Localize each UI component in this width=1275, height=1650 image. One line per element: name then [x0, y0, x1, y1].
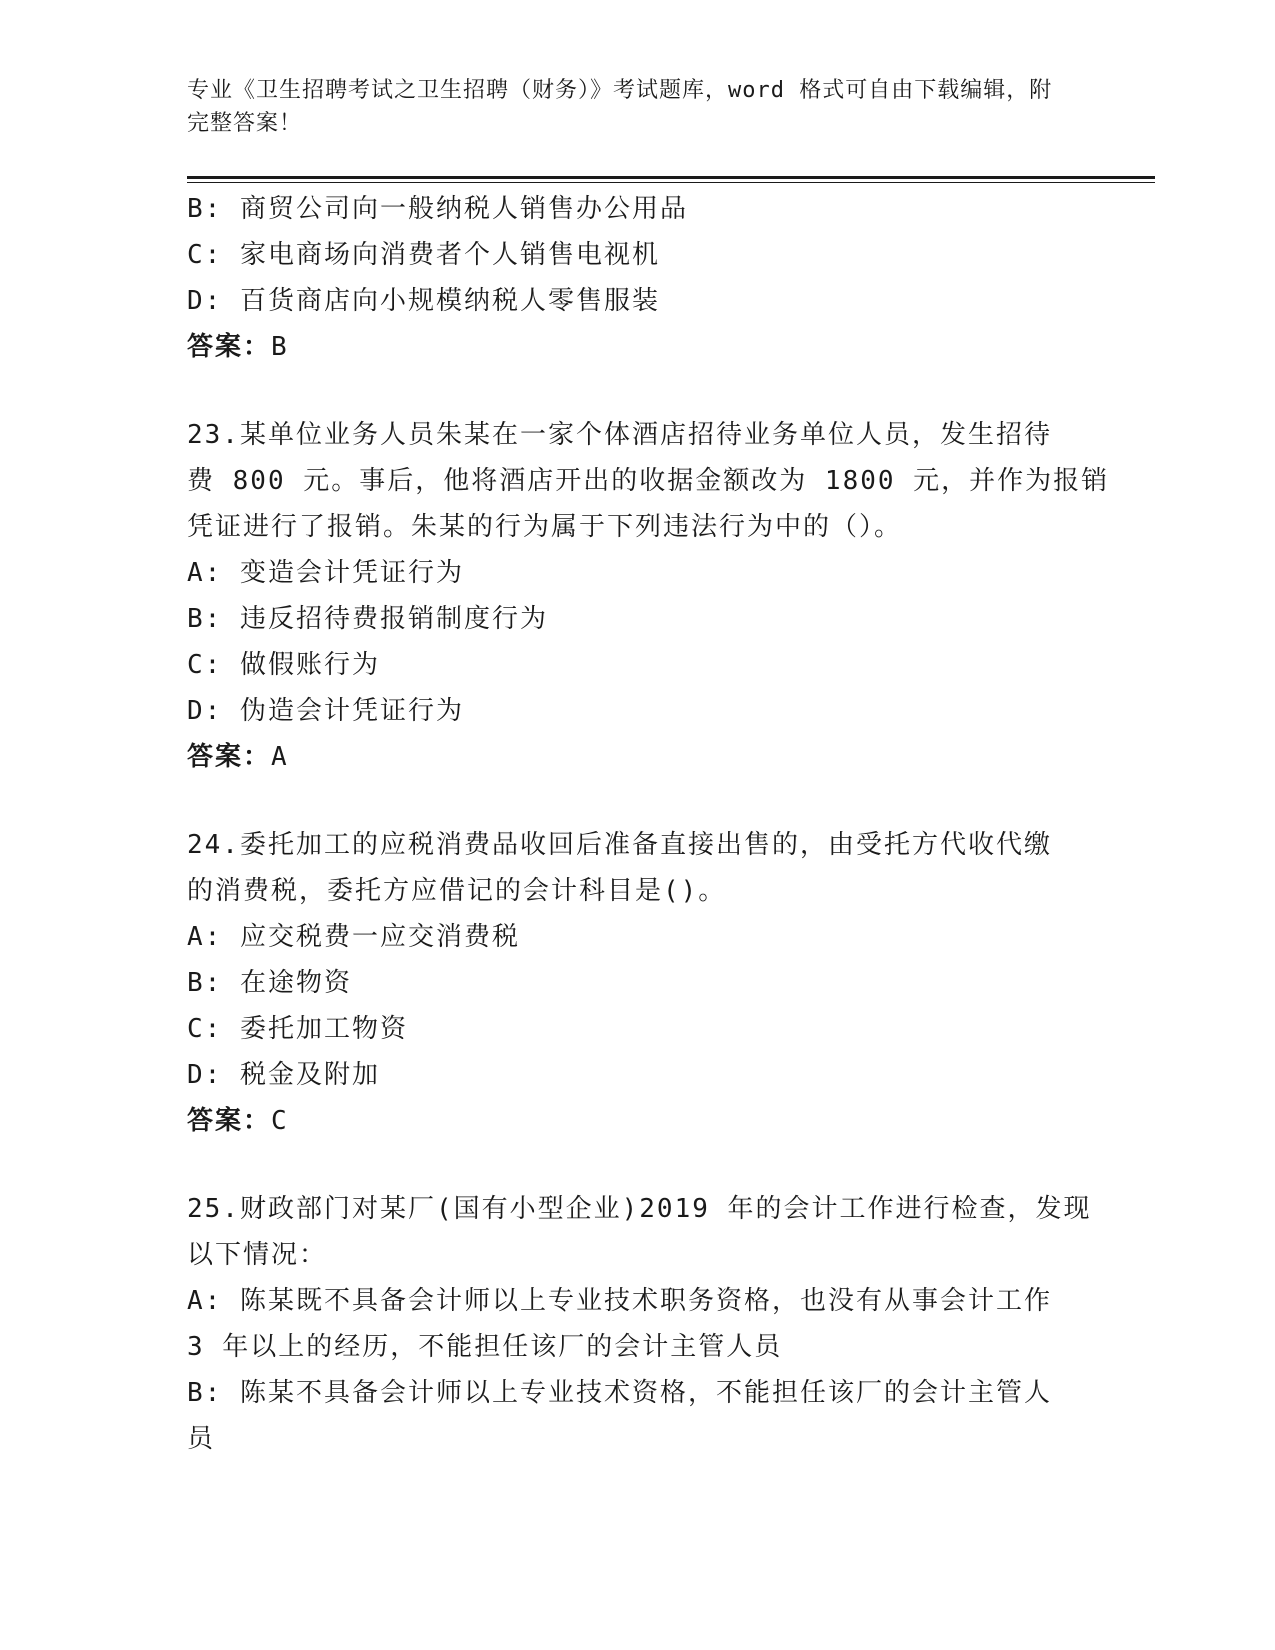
question-stem: 凭证进行了报销。朱某的行为属于下列违法行为中的（）。: [187, 512, 903, 542]
question-stem: 以下情况：: [187, 1240, 328, 1270]
question-stem: 23.某单位业务人员朱某在一家个体酒店招待业务单位人员，发生招待: [187, 420, 1052, 450]
option-b: B: 陈某不具备会计师以上专业技术资格，不能担任该厂的会计主管人: [187, 1378, 1052, 1408]
answer-value: C: [271, 1106, 289, 1136]
option-a-continued: 3 年以上的经历，不能担任该厂的会计主管人员: [187, 1332, 783, 1362]
document-header: [187, 74, 1067, 140]
answer-line: [187, 1098, 1087, 1144]
answer-line: [187, 734, 1087, 780]
question-23: [187, 412, 1110, 780]
option-b: B: 在途物资: [187, 968, 352, 998]
answer-value: B: [271, 332, 289, 362]
option-a: A: 变造会计凭证行为: [187, 558, 464, 588]
answer-label: 答案：: [187, 742, 272, 772]
question-stem: 24.委托加工的应税消费品收回后准备直接出售的，由受托方代收代缴: [187, 830, 1052, 860]
header-divider-thin: [187, 182, 1155, 183]
question-24: [187, 822, 1087, 1144]
question-stem: 的消费税，委托方应借记的会计科目是()。: [187, 876, 727, 906]
answer-line: [187, 324, 1087, 370]
option-d: D: 税金及附加: [187, 1060, 380, 1090]
question-25: [187, 1186, 1092, 1462]
option-b: B: 违反招待费报销制度行为: [187, 604, 548, 634]
option-b-continued: 员: [187, 1424, 216, 1454]
question-list: [187, 186, 1110, 1462]
question-stem: 25.财政部门对某厂(国有小型企业)2019 年的会计工作进行检查，发现: [187, 1194, 1092, 1224]
header-text: 专业《卫生招聘考试之卫生招聘（财务）》考试题库，word 格式可自由下载编辑，附完整答案！: [187, 78, 1053, 136]
header-divider-thick: [187, 176, 1155, 179]
answer-label: 答案：: [187, 1106, 272, 1136]
answer-label: 答案：: [187, 332, 272, 362]
question-22-tail: [187, 186, 1087, 370]
question-stem: 费 800 元。事后，他将酒店开出的收据金额改为 1800 元，并作为报销: [187, 466, 1110, 496]
option-a: A: 陈某既不具备会计师以上专业技术职务资格，也没有从事会计工作: [187, 1286, 1052, 1316]
option-d: D: 伪造会计凭证行为: [187, 696, 464, 726]
option-c: C: 委托加工物资: [187, 1014, 408, 1044]
option-a: A: 应交税费一应交消费税: [187, 922, 520, 952]
option-b: B: 商贸公司向一般纳税人销售办公用品: [187, 194, 688, 224]
answer-value: A: [271, 742, 289, 772]
option-d: D: 百货商店向小规模纳税人零售服装: [187, 286, 660, 316]
option-c: C: 家电商场向消费者个人销售电视机: [187, 240, 660, 270]
option-c: C: 做假账行为: [187, 650, 380, 680]
